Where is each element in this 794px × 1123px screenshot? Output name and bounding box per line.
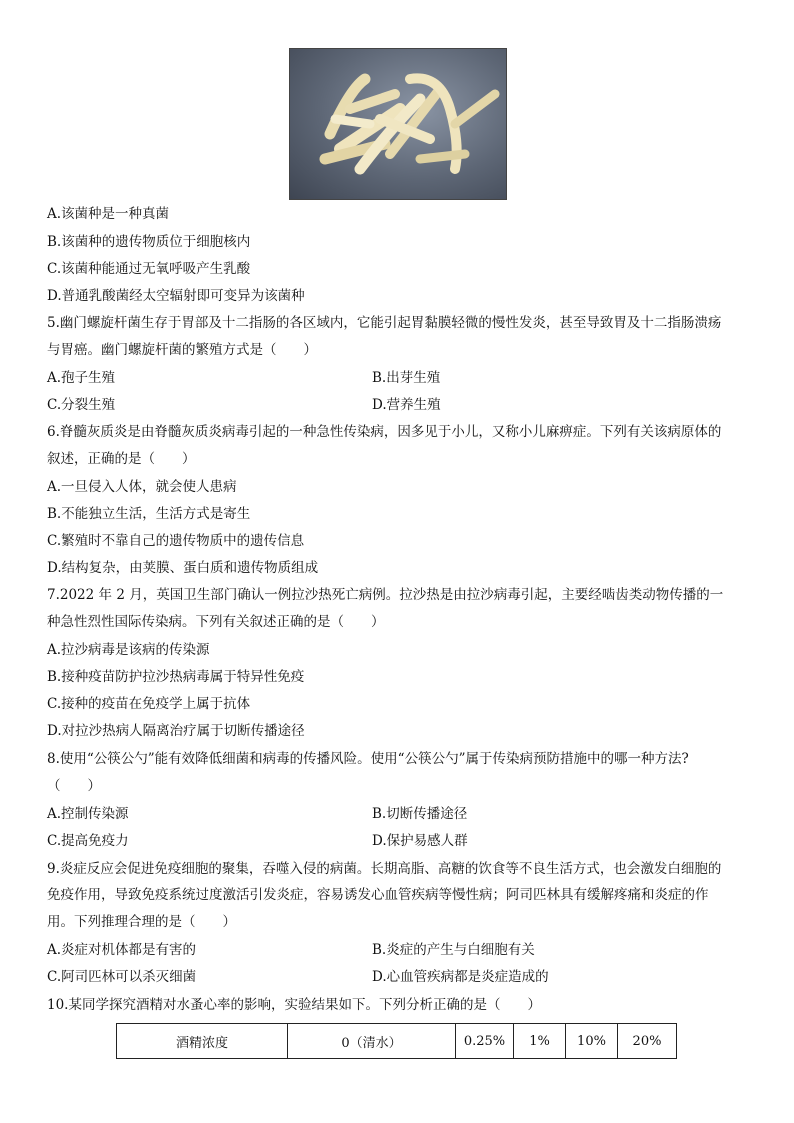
q10-stem: 10.某同学探究酒精对水蚤心率的影响，实验结果如下。下列分析正确的是（ ） <box>47 997 541 1013</box>
q4-option-d: D.普通乳酸菌经太空辐射即可变异为该菌种 <box>47 288 305 304</box>
q4-option-c: C.该菌种能通过无氧呼吸产生乳酸 <box>47 261 251 277</box>
q7-option-c: C.接种的疫苗在免疫学上属于抗体 <box>47 696 251 712</box>
table-header-cell: 0（清水） <box>288 1024 456 1059</box>
q9-option-c: C.阿司匹林可以杀灭细菌 <box>47 969 197 985</box>
q6-option-b: B.不能独立生活，生活方式是寄生 <box>47 506 251 522</box>
q6-option-c: C.繁殖时不靠自己的遗传物质中的遗传信息 <box>47 533 305 549</box>
q8-option-d: D.保护易感人群 <box>372 833 468 849</box>
q5-stem-line1: 5.幽门螺旋杆菌生存于胃部及十二指肠的各区域内，它能引起胃黏膜轻微的慢性发炎，甚至导致胃及十二指肠溃疡 <box>47 315 722 331</box>
q8-stem-line1: 8.使用“公筷公勺”能有效降低细菌和病毒的传播风险。使用“公筷公勺”属于传染病预防措施中的哪一种方法? <box>47 751 689 767</box>
q9-stem-line3: 用。下列推理合理的是（ ） <box>47 914 236 930</box>
q8-option-a: A.控制传染源 <box>47 806 129 822</box>
q6-stem-line1: 6.脊髓灰质炎是由脊髓灰质炎病毒引起的一种急性传染病，因多见于小儿，又称小儿麻痹症。下列有关该病原体的 <box>47 424 722 440</box>
q6-option-a: A.一旦侵入人体，就会使人患病 <box>47 479 237 495</box>
q6-stem-line2: 叙述，正确的是（ ） <box>47 451 196 467</box>
q5-option-c: C.分裂生殖 <box>47 397 116 413</box>
q9-stem-line1: 9.炎症反应会促进免疫细胞的聚集，吞噬入侵的病菌。长期高脂、高糖的饮食等不良生活方式，也会激发白细胞的 <box>47 861 722 877</box>
q5-option-d: D.营养生殖 <box>372 397 441 413</box>
q9-option-d: D.心血管疾病都是炎症造成的 <box>372 969 549 985</box>
q8-option-c: C.提高免疫力 <box>47 833 129 849</box>
q7-option-a: A.拉沙病毒是该病的传染源 <box>47 642 210 658</box>
q9-stem-line2: 免疫作用，导致免疫系统过度激活引发炎症，容易诱发心血管疾病等慢性病；阿司匹林具有缓解疼痛和炎症的作 <box>47 887 709 903</box>
table-header-cell: 酒精浓度 <box>117 1024 288 1059</box>
table-header-cell: 10% <box>566 1024 618 1059</box>
q7-stem-line1: 7.2022 年 2 月，英国卫生部门确认一例拉沙热死亡病例。拉沙热是由拉沙病毒引起，主要经啮齿类动物传播的一 <box>47 587 724 603</box>
q5-option-b: B.出芽生殖 <box>372 370 441 386</box>
q6-option-d: D.结构复杂，由荚膜、蛋白质和遗传物质组成 <box>47 560 319 576</box>
q9-option-b: B.炎症的产生与白细胞有关 <box>372 942 535 958</box>
alcohol-concentration-table <box>116 1023 677 1059</box>
bacteria-micrograph-icon <box>289 48 507 200</box>
table-header-cell: 0.25% <box>456 1024 514 1059</box>
q7-stem-line2: 种急性烈性国际传染病。下列有关叙述正确的是（ ） <box>47 614 385 630</box>
table-header-cell: 1% <box>514 1024 566 1059</box>
table-header-cell: 20% <box>618 1024 677 1059</box>
q5-option-a: A.孢子生殖 <box>47 370 116 386</box>
q7-option-d: D.对拉沙热病人隔离治疗属于切断传播途径 <box>47 723 305 739</box>
q8-stem-line2: （ ） <box>47 778 101 794</box>
q5-stem-line2: 与胃癌。幽门螺旋杆菌的繁殖方式是（ ） <box>47 342 317 358</box>
q9-option-a: A.炎症对机体都是有害的 <box>47 942 197 958</box>
q7-option-b: B.接种疫苗防护拉沙热病毒属于特异性免疫 <box>47 669 305 685</box>
q8-option-b: B.切断传播途径 <box>372 806 468 822</box>
q4-option-b: B.该菌种的遗传物质位于细胞核内 <box>47 234 251 250</box>
table-row <box>117 1024 677 1059</box>
q4-option-a: A.该菌种是一种真菌 <box>47 206 170 222</box>
